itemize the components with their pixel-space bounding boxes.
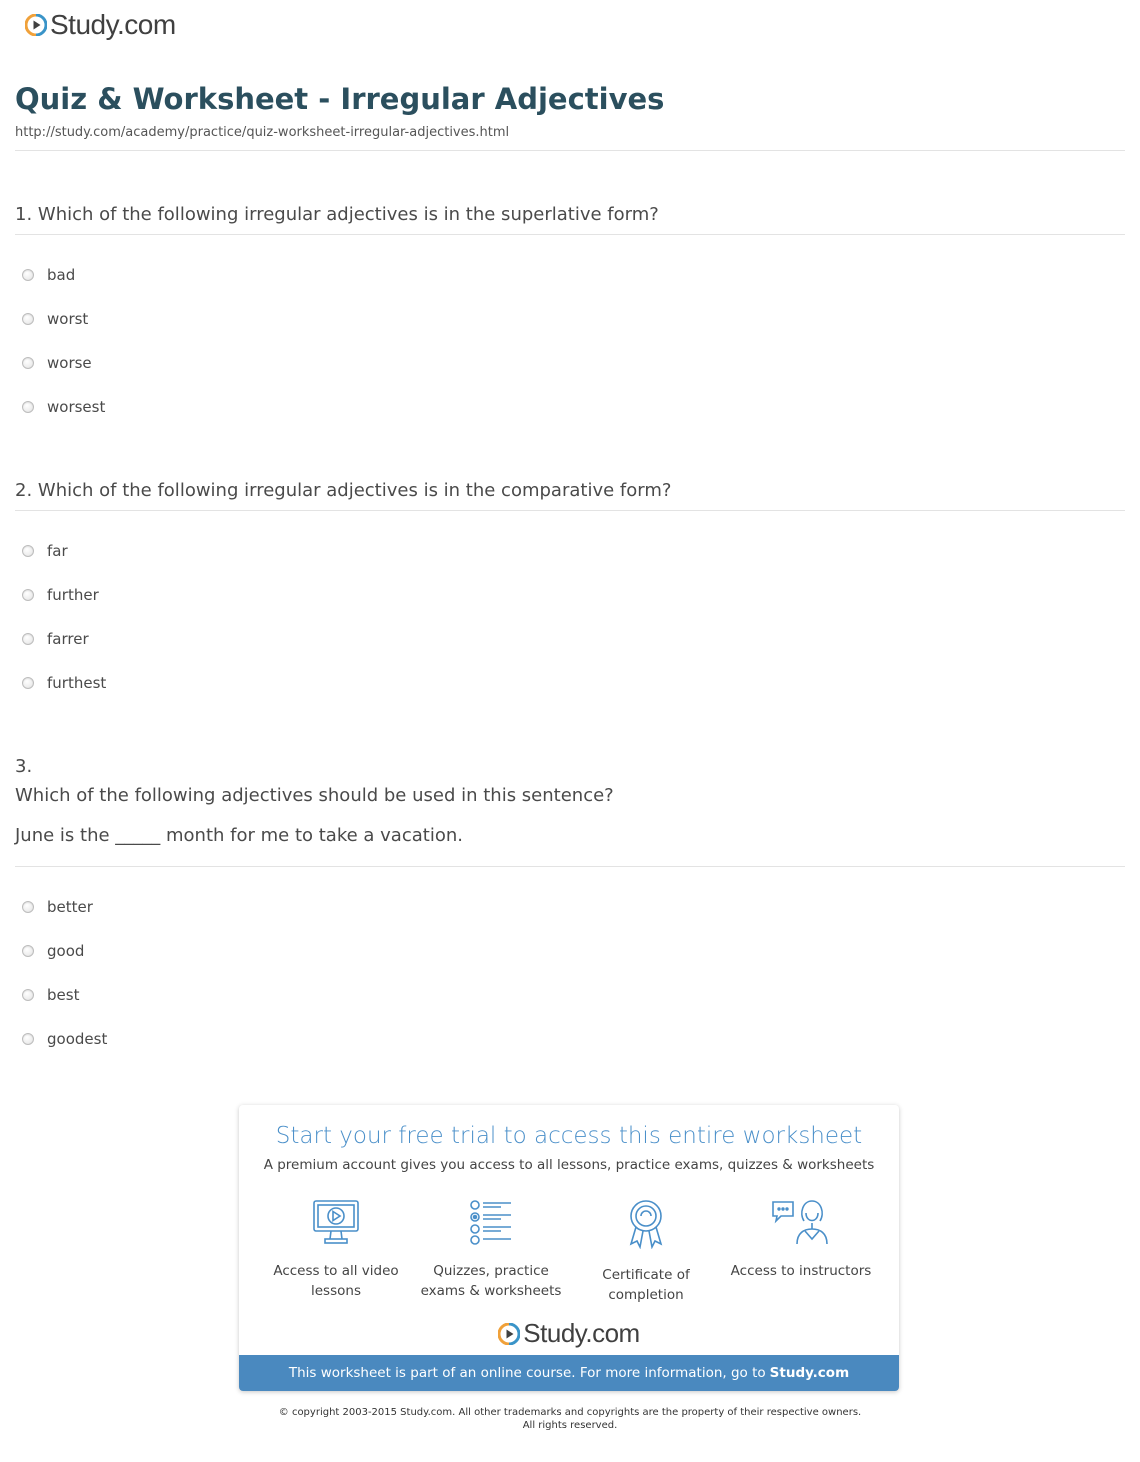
- feature-instructors: [721, 1199, 881, 1281]
- radio-button[interactable]: [22, 945, 34, 957]
- page-url: http://study.com/academy/practice/quiz-worksheet-irregular-adjectives.html: [15, 125, 510, 140]
- promo-logo[interactable]: [239, 1318, 899, 1349]
- copyright-line-2: All rights reserved.: [522, 1420, 618, 1431]
- option-q2-d[interactable]: [22, 672, 106, 694]
- promo-footer-text: This worksheet is part of an online course. For more information, go to: [288, 1365, 766, 1381]
- option-label: worst: [47, 310, 89, 328]
- option-q3-a[interactable]: [22, 896, 93, 918]
- question-1-text: 1. Which of the following irregular adjectives is in the superlative form?: [15, 204, 659, 225]
- question-3-sentence: June is the _____ month for me to take a vacation.: [15, 825, 463, 846]
- divider: [15, 510, 1125, 511]
- promo-subtitle: A premium account gives you access to all lessons, practice exams, quizzes & worksheets: [263, 1157, 875, 1173]
- quiz-list-icon: [469, 1199, 513, 1245]
- option-label: goodest: [47, 1030, 108, 1048]
- feature-video-lessons: [256, 1199, 416, 1301]
- option-label: furthest: [47, 674, 107, 692]
- divider: [15, 234, 1125, 235]
- option-label: far: [47, 542, 68, 560]
- option-label: worsest: [47, 398, 106, 416]
- free-trial-promo: [239, 1105, 899, 1391]
- radio-button[interactable]: [22, 989, 34, 1001]
- promo-footer: [239, 1355, 899, 1391]
- radio-button[interactable]: [22, 401, 34, 413]
- option-label: worse: [47, 354, 92, 372]
- radio-button[interactable]: [22, 313, 34, 325]
- feature-quizzes: [411, 1199, 571, 1301]
- option-q1-d[interactable]: [22, 396, 105, 418]
- option-label: bad: [47, 266, 76, 284]
- option-label: further: [47, 586, 99, 604]
- option-q1-c[interactable]: [22, 352, 92, 374]
- copyright: [0, 1406, 1140, 1432]
- site-logo-text: Study.com: [50, 9, 176, 40]
- option-label: farrer: [47, 630, 89, 648]
- divider: [15, 150, 1125, 151]
- certificate-ribbon-icon: [626, 1199, 666, 1249]
- option-q3-c[interactable]: [22, 984, 79, 1006]
- instructor-chat-icon: [771, 1199, 831, 1245]
- question-3-prompt: Which of the following adjectives should be used in this sentence?: [15, 785, 614, 806]
- option-label: good: [47, 942, 85, 960]
- option-q3-d[interactable]: [22, 1028, 107, 1050]
- copyright-line-1: © copyright 2003-2015 Study.com. All other trademarks and copyrights are the property of their respective owners.: [278, 1407, 862, 1418]
- option-q1-b[interactable]: [22, 308, 88, 330]
- question-3-number: 3.: [15, 756, 33, 777]
- option-q1-a[interactable]: [22, 264, 75, 286]
- radio-button[interactable]: [22, 357, 34, 369]
- option-label: better: [47, 898, 93, 916]
- feature-label: Access to all video lessons: [273, 1263, 399, 1299]
- promo-logo-text: Study.com: [523, 1318, 640, 1348]
- radio-button[interactable]: [22, 901, 34, 913]
- option-q2-b[interactable]: [22, 584, 99, 606]
- question-2-text: 2. Which of the following irregular adjectives is in the comparative form?: [15, 480, 672, 501]
- feature-label: Access to instructors: [730, 1263, 872, 1279]
- radio-button[interactable]: [22, 589, 34, 601]
- radio-button[interactable]: [22, 545, 34, 557]
- promo-title[interactable]: Start your free trial to access this entire worksheet: [275, 1123, 863, 1149]
- option-label: best: [47, 986, 80, 1004]
- promo-footer-link[interactable]: Study.com: [769, 1365, 850, 1381]
- radio-button[interactable]: [22, 677, 34, 689]
- feature-label: Quizzes, practice exams & worksheets: [420, 1263, 562, 1299]
- site-logo[interactable]: [25, 8, 176, 42]
- play-circle-logo-icon: [498, 1323, 520, 1345]
- page-title: Quiz & Worksheet - Irregular Adjectives: [15, 82, 665, 116]
- feature-certificate: [566, 1199, 726, 1305]
- option-q2-a[interactable]: [22, 540, 68, 562]
- video-monitor-icon: [312, 1199, 360, 1245]
- option-q2-c[interactable]: [22, 628, 89, 650]
- feature-label: Certificate of completion: [602, 1267, 690, 1303]
- play-circle-logo-icon: [25, 14, 47, 36]
- radio-button[interactable]: [22, 633, 34, 645]
- option-q3-b[interactable]: [22, 940, 84, 962]
- divider: [15, 866, 1125, 867]
- radio-button[interactable]: [22, 269, 34, 281]
- radio-button[interactable]: [22, 1033, 34, 1045]
